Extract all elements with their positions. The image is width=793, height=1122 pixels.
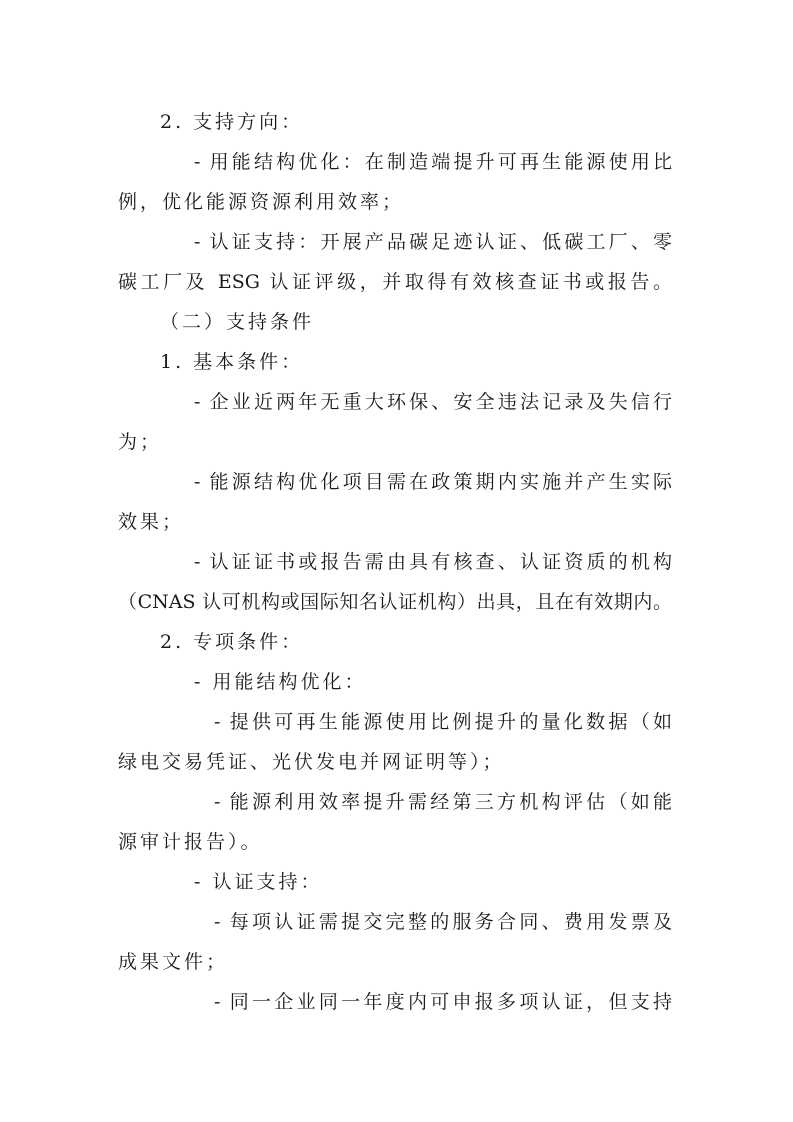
paragraph-line: - 能源利用效率提升需经第三方机构评估（如能 (214, 791, 672, 813)
document-page (118, 102, 672, 1022)
paragraph-line: - 能源结构优化项目需在政策期内实施并产生实际 (194, 471, 672, 493)
paragraph-line: 效果； (118, 511, 185, 533)
paragraph-line: 源审计报告）。 (118, 831, 263, 853)
subheading-special-conditions: 2. 专项条件： (160, 631, 304, 653)
paragraph-line: - 认证证书或报告需由具有核查、认证资质的机构 (194, 551, 672, 573)
subheading-support-direction: 2. 支持方向： (160, 111, 304, 133)
paragraph-line: - 认证支持：开展产品碳足迹认证、低碳工厂、零 (194, 231, 672, 253)
paragraph-line: - 提供可再生能源使用比例提升的量化数据（如 (214, 711, 672, 733)
paragraph-line: 例，优化能源资源利用效率； (118, 191, 405, 213)
paragraph-line: 碳工厂及 ESG 认证评级，并取得有效核查证书或报告。 (118, 271, 672, 293)
paragraph-line: - 同一企业同一年度内可申报多项认证，但支持 (214, 991, 672, 1013)
subheading-basic-conditions: 1. 基本条件： (160, 351, 304, 373)
paragraph-line: 绿电交易凭证、光伏发电并网证明等）； (118, 751, 505, 773)
paragraph-line: 成果文件； (118, 951, 229, 973)
paragraph-line: - 用能结构优化： (194, 671, 367, 693)
paragraph-line: - 每项认证需提交完整的服务合同、费用发票及 (214, 911, 672, 933)
paragraph-line: - 认证支持： (194, 871, 323, 893)
paragraph-line: - 企业近两年无重大环保、安全违法记录及失信行 (194, 391, 672, 413)
paragraph-line: （CNAS 认可机构或国际知名认证机构）出具，且在有效期内。 (118, 591, 672, 613)
paragraph-line: - 用能结构优化：在制造端提升可再生能源使用比 (194, 151, 672, 173)
section-heading-support-conditions: （二）支持条件 (160, 311, 315, 333)
paragraph-line: 为； (118, 431, 163, 453)
